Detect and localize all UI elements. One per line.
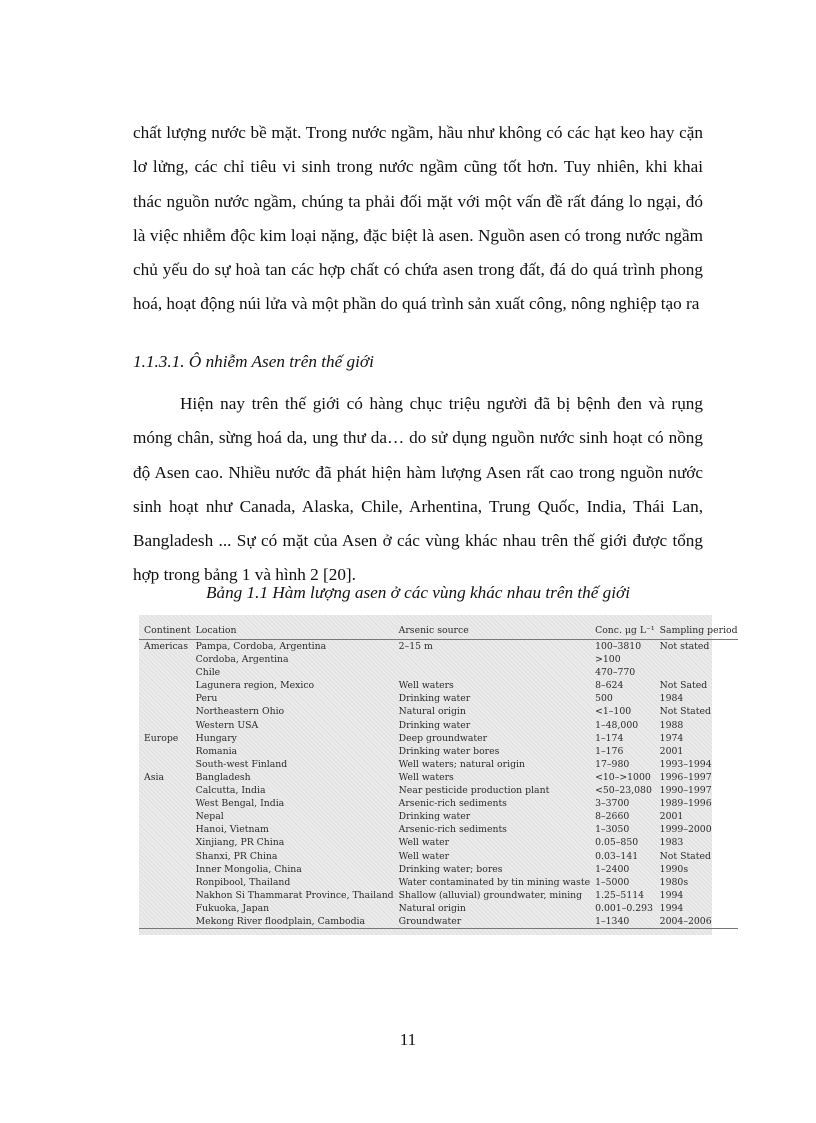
cell-sampling-period: Not Sated xyxy=(659,680,708,692)
cell-location: Shanxi, PR China xyxy=(195,850,278,862)
paragraph-text: Hiện nay trên thế giới có hàng chục triệu người đã bị bệnh đen và rụng móng chân, sừng hoá da, ung thư da… do sử dụng nguồn nước sinh hoạt có nồng độ Asen cao. Nhiều nước đã phát hiện hàm lượng Asen rất cao trong nguồn nước sinh hoạt như Canada, Alaska, Chile, Arhentina, Trung Quốc, India, Thái Lan, Bangladesh ... Sự có mặt của Asen ở các vùng khác nhau trên thế giới được tổng hợp trong bảng 1 và hình 2 [20]. xyxy=(133,394,703,585)
table-row xyxy=(139,797,738,810)
table-row xyxy=(139,771,738,784)
cell-sampling-period: 1989–1996 xyxy=(659,798,712,810)
cell-arsenic-source: Drinking water; bores xyxy=(398,863,503,875)
cell-continent xyxy=(139,705,191,718)
cell-continent xyxy=(139,797,191,810)
cell-sampling-period: 1990–1997 xyxy=(659,785,712,797)
cell-arsenic-source: Well waters xyxy=(398,680,454,692)
table-caption: Bảng 1.1 Hàm lượng asen ở các vùng khác nhau trên thế giới xyxy=(205,583,630,602)
cell-sampling-period: 2004–2006 xyxy=(659,915,712,927)
cell-arsenic-source: Drinking water xyxy=(398,693,471,705)
cell-location: Nakhon Si Thammarat Province, Thailand xyxy=(195,889,394,901)
cell-concentration: 0.001–0.293 xyxy=(595,902,653,914)
table-row xyxy=(139,719,738,732)
cell-concentration: <50–23,080 xyxy=(595,785,652,797)
cell-sampling-period: 1990s xyxy=(659,863,689,875)
paragraph-text: chất lượng nước bề mặt. Trong nước ngầm, hầu như không có các hạt keo hay cặn lơ lửng, các chỉ tiêu vi sinh trong nước ngầm cũng tốt hơn. Tuy nhiên, khi khai thác nguồn nước ngầm, chúng ta phải đối mặt với một vấn đề rất đáng lo ngại, đó là việc nhiễm độc kim loại nặng, đặc biệt là asen. Nguồn asen có trong nước ngầm chủ yếu do sự hoà tan các hợp chất có chứa asen trong đất, đá do quá trình phong hoá, hoạt động núi lửa và một phần do quá trình sản xuất công, nông nghiệp tạo ra xyxy=(133,123,703,314)
cell-sampling-period: 1993–1994 xyxy=(659,758,712,770)
header-continent: Continent xyxy=(144,625,191,636)
table-row xyxy=(139,823,738,836)
cell-concentration: 470–770 xyxy=(595,667,636,679)
cell-concentration: 1–5000 xyxy=(595,876,630,888)
cell-arsenic-source: Arsenic-rich sediments xyxy=(398,824,507,836)
cell-location: Western USA xyxy=(195,719,259,731)
header-concentration: Conc. μg L⁻¹ xyxy=(595,625,655,636)
cell-concentration: 0.05–850 xyxy=(595,837,639,849)
cell-location: Northeastern Ohio xyxy=(195,706,285,718)
cell-continent xyxy=(139,850,191,863)
table-row xyxy=(139,758,738,771)
cell-sampling-period: 1994 xyxy=(659,889,684,901)
cell-concentration: 1–48,000 xyxy=(595,719,639,731)
cell-sampling-period: 1984 xyxy=(659,693,684,705)
cell-location: Nepal xyxy=(195,811,224,823)
cell-concentration: <1–100 xyxy=(595,706,632,718)
cell-location: Ronpibool, Thailand xyxy=(195,876,291,888)
table-row xyxy=(139,902,738,915)
cell-continent: Asia xyxy=(144,771,165,783)
cell-continent xyxy=(139,719,191,732)
table-row xyxy=(139,679,738,692)
cell-continent xyxy=(139,836,191,849)
table-row xyxy=(139,836,738,849)
cell-location: Peru xyxy=(195,693,218,705)
table-row xyxy=(139,876,738,889)
cell-location: Bangladesh xyxy=(195,771,251,783)
table-row xyxy=(139,705,738,718)
cell-concentration: 0.03–141 xyxy=(595,850,639,862)
body-paragraph-1 xyxy=(133,116,703,322)
cell-concentration: 1–3050 xyxy=(595,824,630,836)
cell-arsenic-source: 2–15 m xyxy=(398,641,433,652)
cell-sampling-period xyxy=(655,666,738,679)
cell-arsenic-source: Water contaminated by tin mining waste xyxy=(398,876,591,888)
header-sampling-period: Sampling period xyxy=(659,625,738,636)
cell-location: Hungary xyxy=(195,732,237,744)
cell-concentration: 8–624 xyxy=(595,680,624,692)
cell-continent xyxy=(139,653,191,666)
cell-continent xyxy=(139,679,191,692)
cell-concentration: <10–>1000 xyxy=(595,771,651,783)
cell-location: Lagunera region, Mexico xyxy=(195,680,315,692)
cell-arsenic-source: Shallow (alluvial) groundwater, mining xyxy=(398,889,583,901)
cell-continent xyxy=(139,823,191,836)
cell-location: West Bengal, India xyxy=(195,798,285,810)
cell-arsenic-source: Drinking water xyxy=(398,719,471,731)
cell-concentration: >100 xyxy=(595,654,621,666)
cell-concentration: 1–174 xyxy=(595,732,624,744)
cell-sampling-period: Not stated xyxy=(659,641,710,652)
cell-arsenic-source: Drinking water xyxy=(398,811,471,823)
cell-location: Xinjiang, PR China xyxy=(195,837,285,849)
cell-arsenic-source: Arsenic-rich sediments xyxy=(398,798,507,810)
cell-continent: Europe xyxy=(144,732,179,744)
arsenic-table-image xyxy=(139,615,738,935)
cell-location: Inner Mongolia, China xyxy=(195,863,302,875)
cell-arsenic-source: Well water xyxy=(398,837,450,849)
cell-location: Cordoba, Argentina xyxy=(195,654,289,666)
cell-arsenic-source: Deep groundwater xyxy=(398,732,488,744)
table-row xyxy=(139,889,738,902)
cell-continent xyxy=(139,784,191,797)
cell-continent xyxy=(139,889,191,902)
cell-location: Pampa, Cordoba, Argentina xyxy=(195,641,327,652)
body-paragraph-2 xyxy=(133,387,703,593)
cell-concentration: 100–3810 xyxy=(595,641,642,652)
cell-sampling-period: 2001 xyxy=(659,745,684,757)
cell-continent xyxy=(139,902,191,915)
cell-arsenic-source: Groundwater xyxy=(398,915,462,927)
cell-continent xyxy=(139,692,191,705)
cell-continent xyxy=(139,666,191,679)
cell-arsenic-source: Drinking water bores xyxy=(398,745,500,757)
cell-sampling-period: Not Stated xyxy=(659,850,711,862)
table-row xyxy=(139,810,738,823)
table-row xyxy=(139,653,738,666)
cell-arsenic-source xyxy=(394,653,590,666)
cell-concentration: 1.25–5114 xyxy=(595,889,645,901)
cell-arsenic-source: Well waters; natural origin xyxy=(398,758,525,770)
table-row xyxy=(139,692,738,705)
cell-concentration: 8–2660 xyxy=(595,811,630,823)
cell-continent xyxy=(139,915,191,929)
table-body xyxy=(139,640,738,929)
cell-arsenic-source xyxy=(394,666,590,679)
table-row xyxy=(139,915,738,929)
cell-sampling-period: 1974 xyxy=(659,732,684,744)
cell-arsenic-source: Natural origin xyxy=(398,706,466,718)
cell-location: South-west Finland xyxy=(195,758,288,770)
cell-continent xyxy=(139,876,191,889)
table-row xyxy=(139,640,738,654)
cell-sampling-period: 1996–1997 xyxy=(659,771,712,783)
cell-arsenic-source: Near pesticide production plant xyxy=(398,785,550,797)
arsenic-table xyxy=(139,623,738,929)
table-row xyxy=(139,784,738,797)
cell-sampling-period: 2001 xyxy=(659,811,684,823)
table-row xyxy=(139,666,738,679)
header-arsenic-source: Arsenic source xyxy=(398,625,469,636)
cell-continent xyxy=(139,758,191,771)
cell-arsenic-source: Well waters xyxy=(398,771,454,783)
cell-concentration: 17–980 xyxy=(595,758,630,770)
cell-location: Chile xyxy=(195,667,221,679)
cell-location: Romania xyxy=(195,745,238,757)
table-row xyxy=(139,745,738,758)
header-location: Location xyxy=(195,625,237,636)
table-row xyxy=(139,732,738,745)
cell-location: Hanoi, Vietnam xyxy=(195,824,269,836)
cell-sampling-period: 1994 xyxy=(659,902,684,914)
cell-concentration: 500 xyxy=(595,693,613,705)
cell-location: Calcutta, India xyxy=(195,785,266,797)
table-header-row xyxy=(139,623,738,640)
section-heading: 1.1.3.1. Ô nhiễm Asen trên thế giới xyxy=(133,352,374,371)
cell-continent xyxy=(139,863,191,876)
cell-continent xyxy=(139,745,191,758)
cell-concentration: 3–3700 xyxy=(595,798,630,810)
page-number: 11 xyxy=(399,1030,417,1049)
cell-sampling-period: Not Stated xyxy=(659,706,711,718)
cell-concentration: 1–2400 xyxy=(595,863,630,875)
table-row xyxy=(139,863,738,876)
cell-location: Fukuoka, Japan xyxy=(195,902,270,914)
cell-sampling-period: 1983 xyxy=(659,837,684,849)
cell-sampling-period: 1988 xyxy=(659,719,684,731)
cell-location: Mekong River floodplain, Cambodia xyxy=(195,915,366,927)
cell-sampling-period: 1980s xyxy=(659,876,689,888)
cell-arsenic-source: Natural origin xyxy=(398,902,466,914)
cell-sampling-period xyxy=(655,653,738,666)
cell-concentration: 1–176 xyxy=(595,745,624,757)
cell-sampling-period: 1999–2000 xyxy=(659,824,712,836)
table-row xyxy=(139,850,738,863)
cell-continent xyxy=(139,810,191,823)
cell-continent: Americas xyxy=(144,641,188,652)
cell-concentration: 1–1340 xyxy=(595,915,630,927)
cell-arsenic-source: Well water xyxy=(398,850,450,862)
